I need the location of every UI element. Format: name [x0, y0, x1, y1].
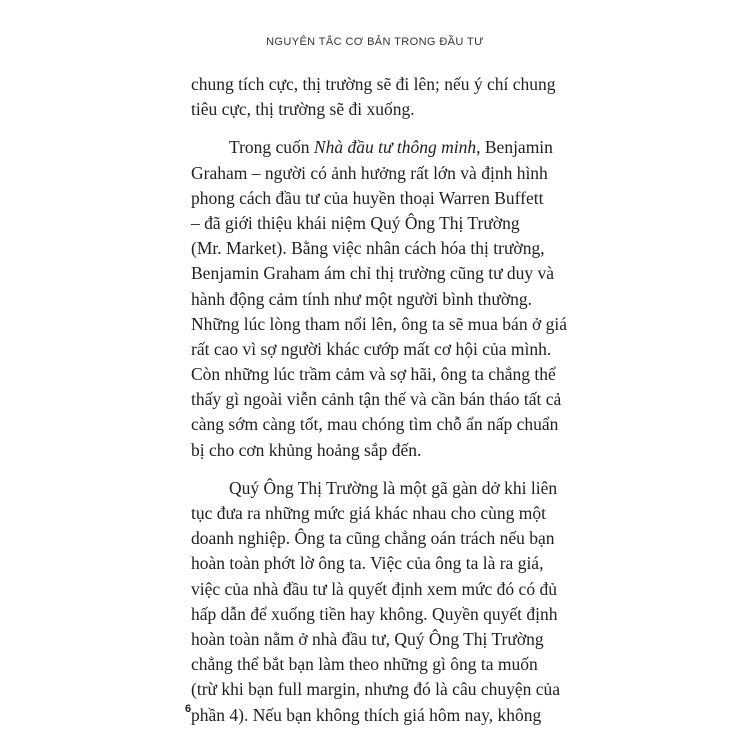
text-fragment: , Benjamin [476, 137, 553, 158]
text-line: bị cho cơn khủng hoảng sắp đến. [191, 439, 422, 460]
text-line: chung tích cực, thị trường sẽ đi lên; nếu ý chí chung [191, 74, 556, 94]
text-line: (trừ khi bạn full margin, nhưng đó là câu chuyện của [191, 679, 561, 700]
text-line: hoàn toàn phớt lờ ông ta. Việc của ông ta là ra giá, [191, 553, 544, 574]
text-line: rất cao vì sợ người khác cướp mất cơ hội của mình. [191, 338, 552, 359]
text-line: chẳng thể bắt bạn làm theo những gì ông ta muốn [191, 654, 538, 675]
text-line: hấp dẫn để xuống tiền hay không. Quyền quyết định [191, 603, 558, 624]
paragraph [191, 72, 556, 122]
paragraph [191, 135, 567, 462]
text-line: hoàn toàn nằm ở nhà đầu tư, Quý Ông Thị Trường [191, 628, 544, 649]
text-line: Còn những lúc trầm cảm và sợ hãi, ông ta chẳng thể [191, 364, 556, 385]
text-line: (Mr. Market). Bằng việc nhân cách hóa thị trường, [191, 238, 545, 259]
text-line: việc của nhà đầu tư là quyết định xem mức đó có đủ [191, 578, 557, 599]
text-line: doanh nghiệp. Ông ta cũng chẳng oán trách nếu bạn [191, 528, 555, 549]
text-line: Quý Ông Thị Trường là một gã gàn dở khi liên [229, 477, 558, 498]
text-line: Graham – người có ảnh hưởng rất lớn và định hình [191, 162, 548, 183]
text-line: tiêu cực, thị trường sẽ đi xuống. [191, 99, 415, 120]
text-line: càng sớm càng tốt, mau chóng tìm chỗ ẩn nấp chuẩn [191, 414, 559, 435]
book-title: Nhà đầu tư thông minh [313, 137, 477, 158]
text-line: phong cách đầu tư của huyền thoại Warren Buffett [191, 187, 544, 208]
text-line: phần 4). Nếu bạn không thích giá hôm nay, không [191, 704, 542, 725]
text-line: Benjamin Graham ám chỉ thị trường cũng tư duy và [191, 263, 555, 284]
text-fragment: Trong cuốn [229, 137, 314, 158]
text-line: – đã giới thiệu khái niệm Quý Ông Thị Trường [191, 212, 520, 233]
body-text [191, 72, 567, 728]
running-header: NGUYÊN TẮC CƠ BẢN TRONG ĐẦU TƯ [266, 36, 484, 48]
page-number: 6 [185, 703, 192, 715]
paragraph [191, 476, 561, 728]
text-line: hành động cảm tính như một người bình thường. [191, 288, 533, 309]
text-line: Những lúc lòng tham nổi lên, ông ta sẽ mua bán ở giá [191, 313, 567, 334]
text-line [191, 135, 553, 160]
text-line: tục đưa ra những mức giá khác nhau cho cùng một [191, 503, 547, 523]
text-line: thấy gì ngoài viễn cảnh tận thế và cần bán tháo tất cả [191, 389, 562, 410]
